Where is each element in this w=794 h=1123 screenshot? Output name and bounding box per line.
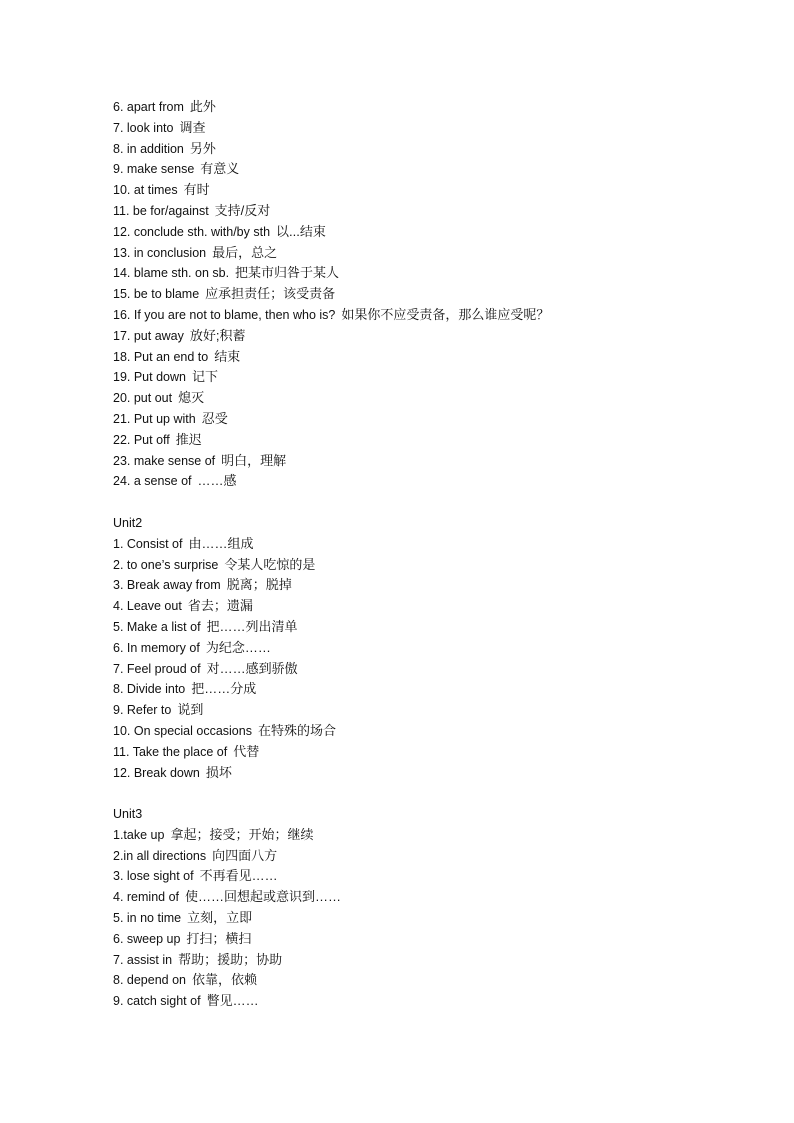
phrase-entry [113,139,733,160]
phrase-english: 4. remind of [113,890,180,905]
phrase-entry [113,118,733,139]
phrase-english: 9. catch sight of [113,994,201,1009]
phrase-chinese: 明白，理解 [221,452,287,468]
phrase-chinese: 瞥见…… [206,993,259,1009]
phrase-chinese: 支持/反对 [214,202,271,218]
phrase-entry [113,825,733,846]
phrase-english: 7. look into [113,120,174,135]
phrase-entry [113,263,733,284]
phrase-entry [113,201,733,222]
phrase-english: 3. lose sight of [113,869,194,884]
phrase-chinese: 使……回想起或意识到…… [185,889,342,905]
phrase-chinese: 把……分成 [191,681,257,697]
phrase-chinese: 令某人吃惊的是 [224,556,316,572]
phrase-entry [113,575,733,596]
unit2-phrase-list [113,534,733,784]
phrase-chinese: 依靠，依赖 [192,972,258,988]
phrase-entry [113,284,733,305]
phrase-english: 10. On special occasions [113,723,252,738]
phrase-entry [113,97,733,118]
phrase-english: 15. be to blame [113,287,200,302]
phrase-chinese: 为纪念…… [205,639,271,655]
phrase-entry [113,679,733,700]
phrase-english: 2.in all directions [113,848,207,863]
unit3-heading: Unit3 [113,807,143,822]
phrase-english: 6. apart from [113,100,184,114]
phrase-chinese: 省去；遗漏 [187,598,253,614]
phrase-entry [113,555,733,576]
phrase-chinese: 在特殊的场合 [257,722,336,738]
phrase-entry [113,305,733,326]
phrase-english: 6. In memory of [113,640,200,655]
phrase-entry [113,471,733,492]
unit3-phrase-list [113,825,733,1012]
phrase-chinese: 推迟 [175,431,202,447]
phrase-entry [113,534,733,555]
phrase-entry [113,596,733,617]
phrase-chinese: 把……列出清单 [206,618,298,634]
phrase-chinese: 最后，总之 [212,244,278,260]
phrase-english: 3. Break away from [113,578,221,593]
phrase-chinese: 对……感到骄傲 [206,660,298,676]
phrase-chinese: ……感 [197,473,237,489]
phrase-english: 12. Break down [113,765,200,780]
phrase-entry [113,617,733,638]
unit2-heading: Unit2 [113,515,143,530]
phrase-entry [113,991,733,1012]
phrase-entry [113,929,733,950]
phrase-entry [113,659,733,680]
phrase-chinese: 记下 [191,369,218,385]
phrase-entry [113,638,733,659]
phrase-english: 17. put away [113,328,184,343]
phrase-english: 14. blame sth. on sb. [113,266,230,281]
phrase-chinese: 忍受 [201,410,228,426]
phrase-entry [113,388,733,409]
phrase-english: 24. a sense of [113,474,192,489]
phrase-entry [113,409,733,430]
phrase-english: 1.take up [113,827,165,842]
phrase-entry [113,950,733,971]
phrase-entry [113,367,733,388]
phrase-english: 16. If you are not to blame, then who is? [113,307,336,322]
phrase-chinese: 损坏 [205,764,232,780]
phrase-entry [113,908,733,929]
phrase-chinese: 不再看见…… [199,868,278,884]
phrase-english: 10. at times [113,183,178,198]
phrase-chinese: 熄灭 [178,390,205,406]
phrase-english: 11. Take the place of [113,744,228,759]
phrase-chinese: 把某市归咎于某人 [235,265,340,281]
phrase-chinese: 帮助；援助；协助 [178,951,283,967]
phrase-entry [113,887,733,908]
phrase-entry [113,159,733,180]
phrase-chinese: 拿起；接受；开始；继续 [170,826,314,842]
phrase-entry [113,970,733,991]
section-gap [113,783,733,804]
phrase-english: 5. in no time [113,911,182,926]
phrase-english: 1. Consist of [113,536,183,551]
phrase-chinese: 调查 [179,119,206,135]
phrase-english: 8. depend on [113,973,186,988]
vocabulary-list [113,97,733,1012]
phrase-chinese: 打扫；横扫 [186,930,252,946]
phrase-entry [113,700,733,721]
phrase-english: 11. be for/against [113,203,209,218]
phrase-english: 4. Leave out [113,599,182,614]
phrase-chinese: 以...结束 [276,223,326,239]
phrase-chinese: 此外 [189,99,216,114]
phrase-english: 6. sweep up [113,931,181,946]
phrase-entry [113,763,733,784]
phrase-english: 2. to one’s surprise [113,557,219,572]
unit1-phrase-list [113,97,733,492]
phrase-chinese: 立刻，立即 [187,910,253,926]
phrase-chinese: 脱离；脱掉 [226,577,292,593]
phrase-chinese: 有时 [183,182,210,198]
phrase-entry [113,347,733,368]
phrase-english: 19. Put down [113,370,186,385]
phrase-english: 20. put out [113,391,173,406]
phrase-english: 18. Put an end to [113,349,209,364]
phrase-english: 7. Feel proud of [113,661,201,676]
phrase-chinese: 有意义 [200,161,240,177]
phrase-entry [113,243,733,264]
phrase-chinese: 应承担责任；该受责备 [205,286,336,302]
section-gap [113,492,733,513]
phrase-chinese: 结束 [214,348,241,364]
phrase-english: 7. assist in [113,952,173,967]
phrase-english: 8. Divide into [113,682,186,697]
phrase-entry [113,846,733,867]
phrase-english: 9. Refer to [113,703,172,718]
phrase-chinese: 如果你不应受责备，那么谁应受呢？ [341,306,550,322]
phrase-english: 12. conclude sth. with/by sth [113,224,271,239]
phrase-entry [113,742,733,763]
phrase-entry [113,326,733,347]
phrase-entry [113,866,733,887]
phrase-english: 13. in conclusion [113,245,207,260]
phrase-chinese: 另外 [189,140,216,156]
phrase-chinese: 放好;积蓄 [189,327,246,343]
phrase-chinese: 由……组成 [188,535,254,551]
phrase-english: 21. Put up with [113,411,196,426]
phrase-english: 8. in addition [113,141,184,156]
phrase-chinese: 向四面八方 [212,847,278,863]
phrase-entry [113,222,733,243]
phrase-chinese: 说到 [177,702,204,718]
phrase-english: 23. make sense of [113,453,216,468]
phrase-entry [113,430,733,451]
phrase-entry [113,180,733,201]
phrase-english: 5. Make a list of [113,619,201,634]
phrase-chinese: 代替 [233,743,260,759]
phrase-entry [113,451,733,472]
phrase-entry [113,721,733,742]
phrase-english: 22. Put off [113,432,170,447]
phrase-english: 9. make sense [113,162,195,177]
